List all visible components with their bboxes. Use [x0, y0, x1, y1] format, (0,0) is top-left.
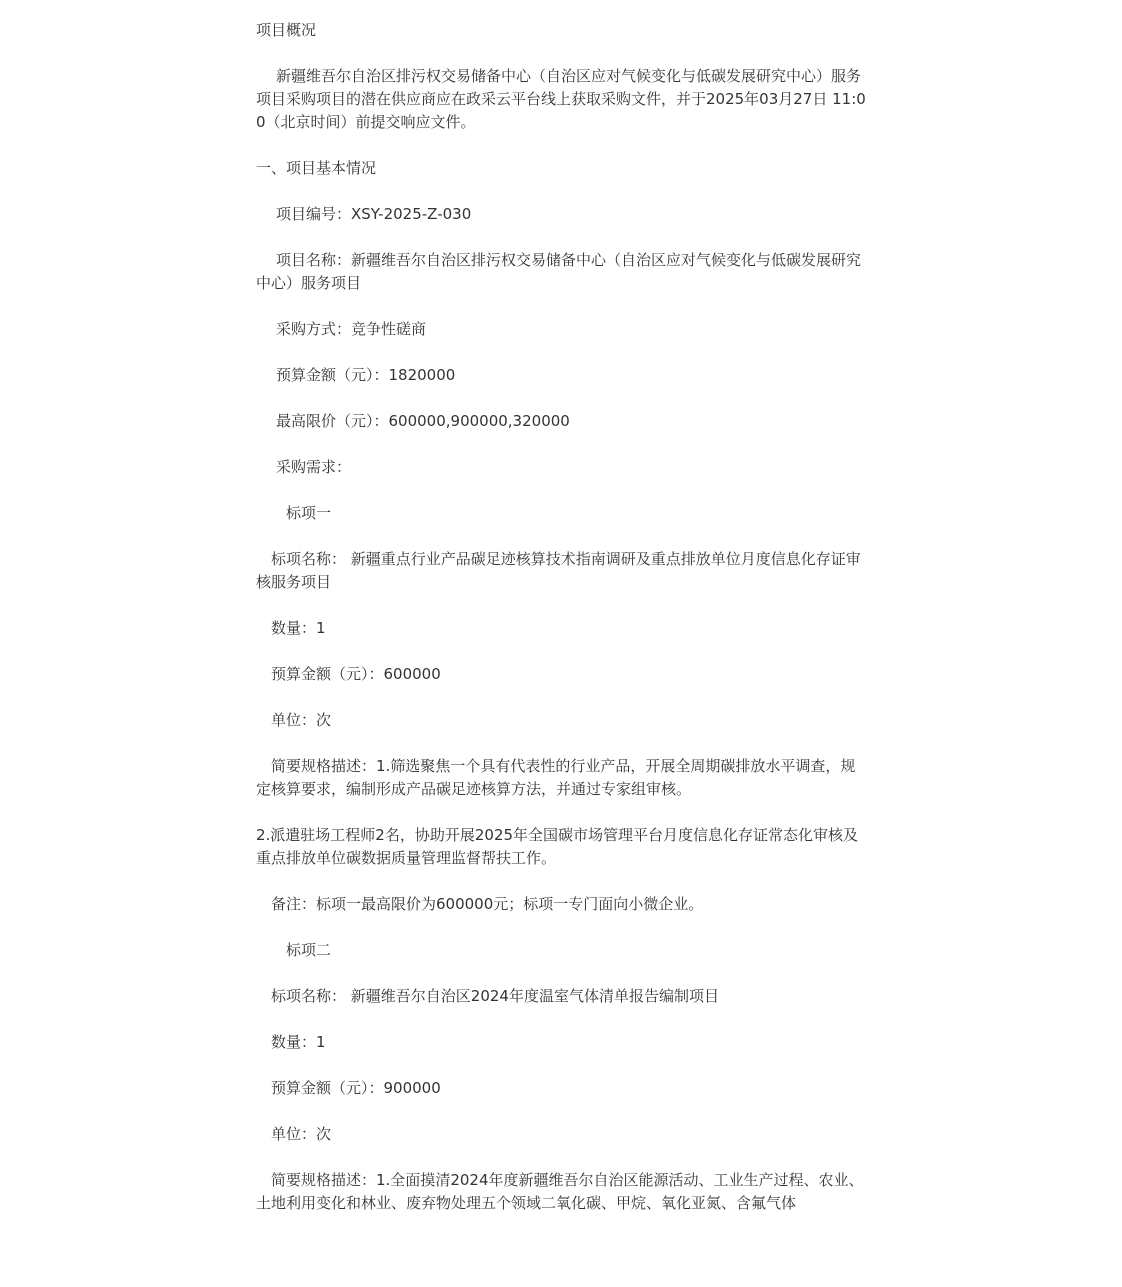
procurement-method: 采购方式：竞争性磋商: [276, 320, 427, 338]
lot-heading: 标项一: [286, 504, 332, 522]
budget-total: 预算金额（元）：1820000: [276, 366, 456, 384]
announcement-document: [256, 19, 868, 1238]
intro-paragraph: 新疆维吾尔自治区排污权交易储备中心（自治区应对气候变化与低碳发展研究中心）服务项目采购项目的潜在供应商应在政采云平台线上获取采购文件，并于2025年03月27日 11:00（北京时间）前提交响应文件。: [256, 67, 866, 131]
requirements-label: 采购需求：: [276, 458, 352, 476]
overview-title: 项目概况: [256, 21, 317, 39]
lot-budget: 预算金额（元）：600000: [271, 665, 441, 683]
lot-description: 简要规格描述：1.筛选聚焦一个具有代表性的行业产品，开展全周期碳排放水平调查，规定核算要求，编制形成产品碳足迹核算方法，并通过专家组审核。: [256, 757, 856, 798]
lot-quantity: 数量：1: [271, 1033, 326, 1051]
lot-unit: 单位：次: [271, 711, 332, 729]
lot-description: 简要规格描述：1.全面摸清2024年度新疆维吾尔自治区能源活动、工业生产过程、农业、土地利用变化和林业、废弃物处理五个领域二氧化碳、甲烷、氧化亚氮、含氟气体: [256, 1171, 864, 1212]
lot-unit: 单位：次: [271, 1125, 332, 1143]
max-price: 最高限价（元）：600000,900000,320000: [276, 412, 570, 430]
lot-note: 备注：标项一最高限价为600000元；标项一专门面向小微企业。: [271, 895, 704, 913]
lot-description-2: 2.派遣驻场工程师2名，协助开展2025年全国碳市场管理平台月度信息化存证常态化审核及重点排放单位碳数据质量管理监督帮扶工作。: [256, 826, 859, 867]
lot-2: [256, 939, 868, 1215]
project-name: 项目名称：新疆维吾尔自治区排污权交易储备中心（自治区应对气候变化与低碳发展研究中心）服务项目: [256, 251, 862, 292]
lot-quantity: 数量：1: [271, 619, 326, 637]
lot-name: 标项名称： 新疆重点行业产品碳足迹核算技术指南调研及重点排放单位月度信息化存证审核服务项目: [256, 550, 861, 591]
lot-1: [256, 502, 868, 916]
lot-budget: 预算金额（元）：900000: [271, 1079, 441, 1097]
project-number: 项目编号：XSY-2025-Z-030: [276, 205, 472, 223]
section-1-heading: 一、项目基本情况: [256, 159, 377, 177]
lot-name: 标项名称： 新疆维吾尔自治区2024年度温室气体清单报告编制项目: [271, 987, 719, 1005]
lot-heading: 标项二: [286, 941, 332, 959]
